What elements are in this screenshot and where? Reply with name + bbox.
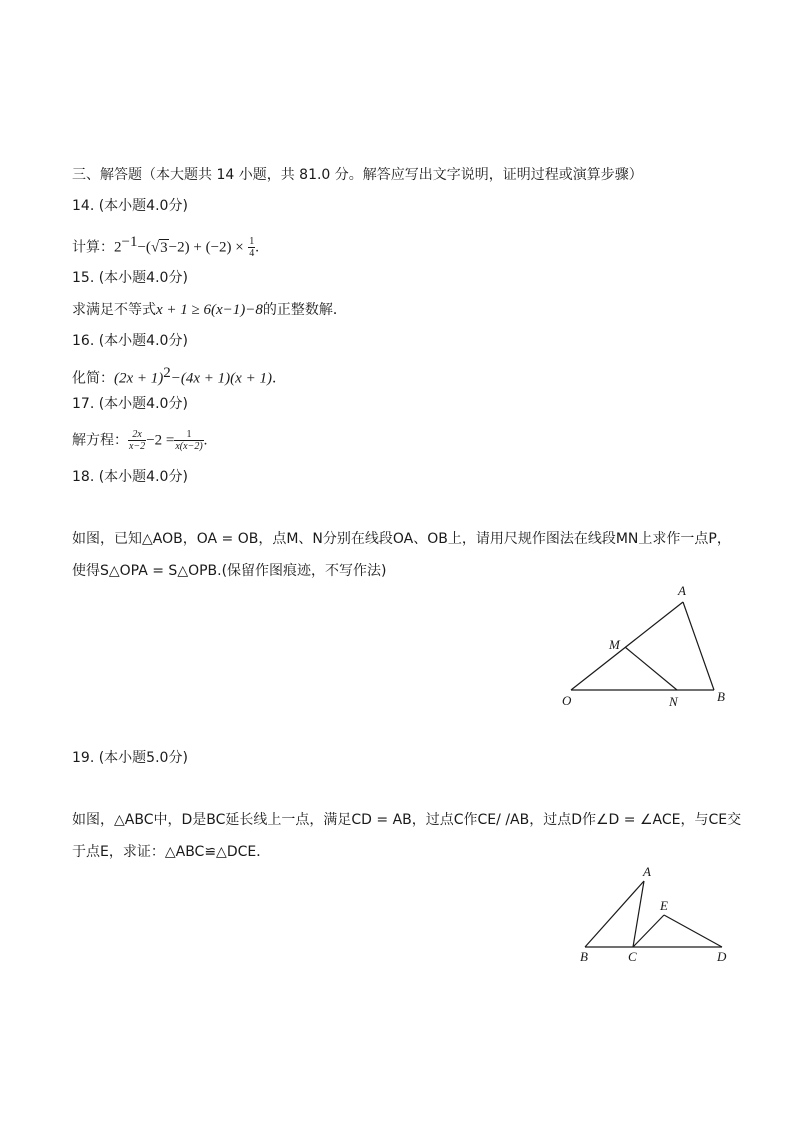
- p14-base: 2: [114, 239, 122, 256]
- problem-17-body: [72, 429, 207, 452]
- triangle-aob-figure: [555, 580, 755, 720]
- p17-f1-num: 2x: [128, 429, 146, 441]
- p16-exp: 2: [163, 365, 171, 381]
- p17-end: .: [203, 432, 208, 449]
- label-a: A: [678, 583, 686, 598]
- p16-end: ．: [271, 370, 286, 387]
- problem-15-suffix: 的正整数解．: [262, 302, 347, 318]
- problem-16-body: [72, 363, 286, 389]
- section-heading: 三、解答题（本大题共 14 小题，共 81.0 分。解答应写出文字说明，证明过程或演算步骤）: [72, 167, 643, 183]
- segment-ab: [683, 602, 714, 690]
- triangles-lines: [585, 881, 722, 947]
- triangle-aob-lines: [571, 602, 714, 690]
- p17-f2-num: 1: [174, 429, 203, 441]
- problem-18-text-2: 使得S△OPA = S△OPB.(保留作图痕迹，不写作法): [72, 563, 387, 579]
- problem-16-prefix: 化简：: [72, 370, 114, 387]
- problem-15-body: [72, 300, 347, 320]
- problem-18-header: 18. (本小题4.0分): [72, 469, 188, 485]
- label-b: B: [717, 689, 725, 704]
- p14-minus: −(: [137, 239, 151, 256]
- segment-ed: [664, 915, 722, 947]
- sqrt-sign: √: [150, 239, 160, 256]
- label-d: D: [717, 949, 727, 964]
- problem-14-header: 14. (本小题4.0分): [72, 198, 188, 214]
- p14-root: 3: [160, 239, 168, 256]
- p14-frac-den: 4: [249, 248, 255, 260]
- label-c: C: [628, 949, 637, 964]
- label-a2: A: [643, 864, 651, 879]
- problem-19-text-1: 如图，△ABC中，D是BC延长线上一点，满足CD = AB，过点C作CE/ /AB，过点D作∠D = ∠ACE，与CE交: [72, 812, 742, 828]
- p17-f2-den: x(x−2): [175, 441, 203, 452]
- problem-14-body: [72, 232, 259, 259]
- label-e: E: [660, 898, 668, 913]
- segment-mn: [625, 647, 677, 690]
- p15-expr: x + 1 ≥ 6(x−1)−8: [156, 302, 263, 318]
- problem-18-text-1: 如图，已知△AOB，OA = OB，点M、N分别在线段OA、OB上，请用尺规作图法在线段MN上求作一点P，: [72, 531, 731, 547]
- triangles-abc-dce-figure: [570, 860, 750, 970]
- problem-19-text-2: 于点E，求证：△ABC≌△DCE．: [72, 844, 271, 860]
- p14-end: .: [255, 239, 259, 256]
- segment-oa: [571, 602, 683, 690]
- p17-mid: −2 =: [146, 432, 175, 449]
- p17-f1-den: x−2: [129, 441, 146, 452]
- label-b2: B: [580, 949, 588, 964]
- problem-19-header: 19. (本小题5.0分): [72, 750, 188, 766]
- label-m: M: [609, 637, 620, 652]
- p16-a: (2x + 1): [114, 370, 164, 387]
- problem-17-prefix: 解方程：: [72, 432, 128, 449]
- label-n: N: [669, 694, 678, 709]
- p14-exp: −1: [121, 234, 138, 250]
- label-o: O: [562, 693, 572, 708]
- p17-fraction-2: [174, 429, 203, 452]
- p14-frac-num: 1: [249, 236, 255, 248]
- problem-16-header: 16. (本小题4.0分): [72, 333, 188, 349]
- p17-fraction-1: [128, 429, 146, 452]
- problem-15-prefix: 求满足不等式: [72, 302, 156, 318]
- problem-17-header: 17. (本小题4.0分): [72, 396, 188, 412]
- problem-15-header: 15. (本小题4.0分): [72, 270, 188, 286]
- p16-b: −(4x + 1)(x + 1): [170, 370, 272, 387]
- problem-14-prefix: 计算：: [72, 239, 114, 256]
- p14-rest: −2) + (−2) ×: [168, 239, 244, 256]
